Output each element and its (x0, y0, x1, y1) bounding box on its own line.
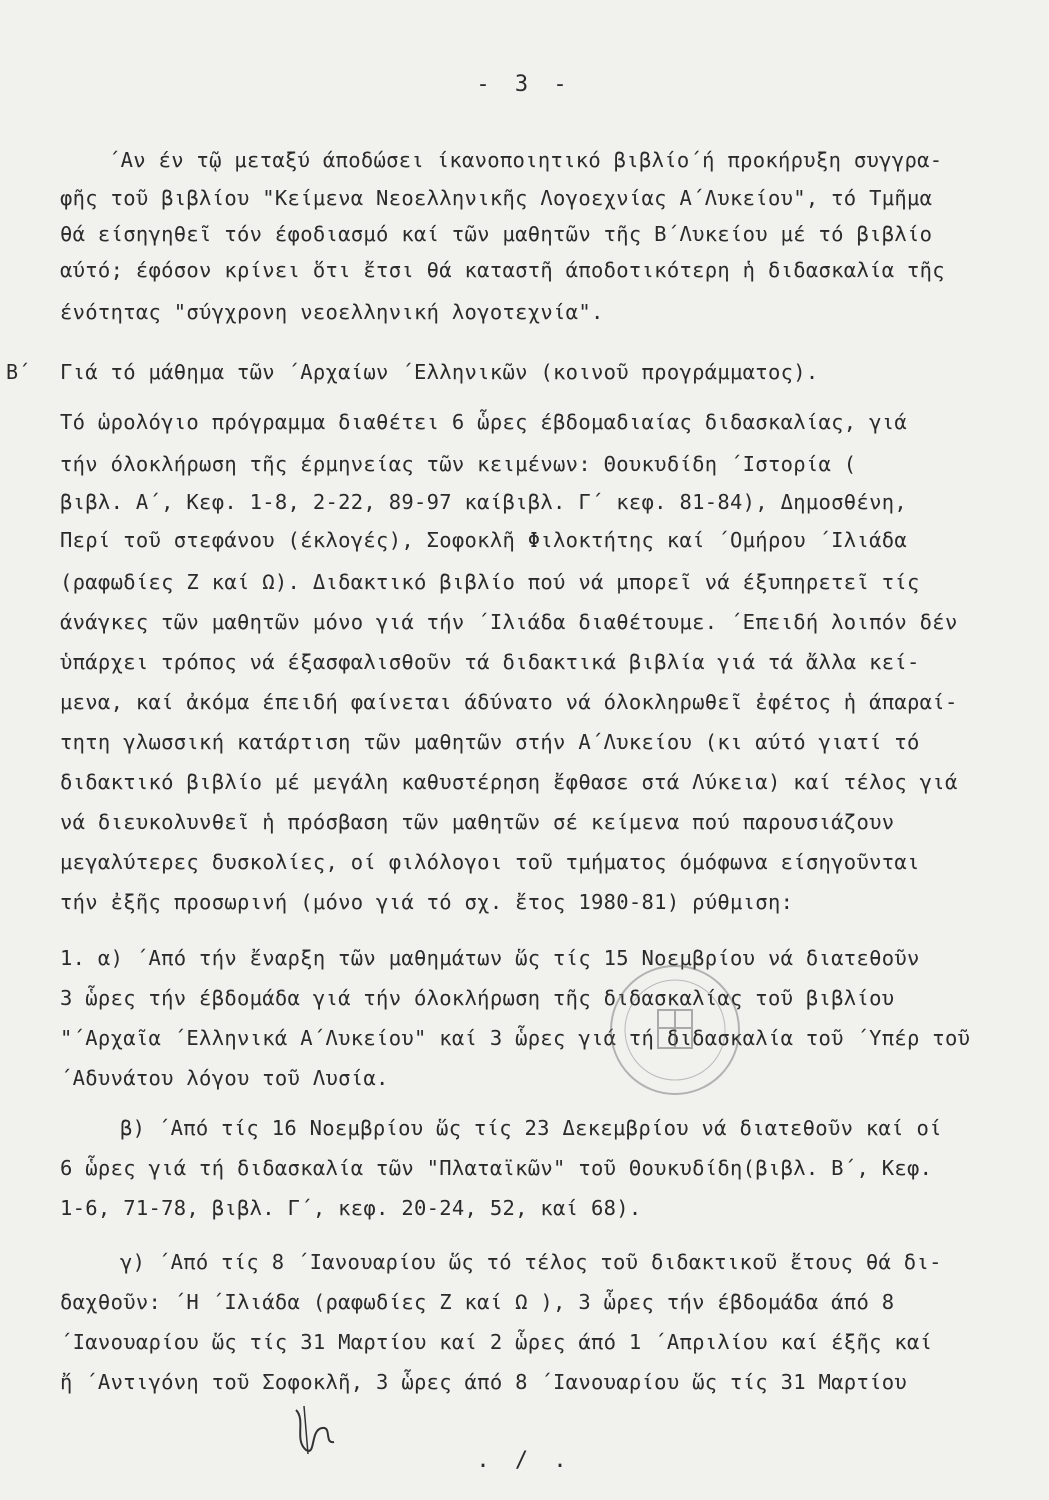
page-number: - 3 - (476, 72, 573, 97)
text-line: φῆς τοῦ βιβλίου "Κείμενα Νεοελληνικῆς Λογοεχνίας Α΄Λυκείου", τό Τμῆμα (60, 186, 933, 210)
text-line: θά είσηγηθεῖ τόν έφοδιασμό καί τῶν μαθητῶν τῆς Β΄Λυκείου μέ τό βιβλίο (60, 222, 933, 246)
text-line: τητη γλωσσική κατάρτιση τῶν μαθητῶν στήν Α΄Λυκείου (κι αύτό γιατί τό (60, 730, 920, 754)
text-line: 3 ὧρες τήν έβδομάδα γιά τήν όλοκλήρωση τῆς διδασκαλίας τοῦ βιβλίου (60, 986, 895, 1010)
text-line: ἤ ΄Αντιγόνη τοῦ Σοφοκλῆ, 3 ὧρες άπό 8 ΄Ιανουαρίου ὥς τίς 31 Μαρτίου (60, 1370, 908, 1394)
section-heading: Γιά τό μάθημα τῶν ΄Αρχαίων ΄Ελληνικῶν (κοινοῦ προγράμματος). (60, 360, 819, 384)
text-line: διδακτικό βιβλίο μέ μεγάλη καθυστέρηση ἔφθασε στά Λύκεια) καί τέλος γιά (60, 770, 958, 794)
text-line: δαχθοῦν: ΄Η ΄Ιλιάδα (ραφωδίες Ζ καί Ω ), 3 ὧρες τήν έβδομάδα άπό 8 (60, 1290, 895, 1314)
text-line: νά διευκολυνθεῖ ἡ πρόσβαση τῶν μαθητῶν σέ κείμενα πού παρουσιάζουν (60, 810, 895, 834)
text-line: άνάγκες τῶν μαθητῶν μόνο γιά τήν ΄Ιλιάδα διαθέτουμε. ΄Επειδή λοιπόν δέν (60, 610, 958, 634)
section-margin-label: Β΄ (6, 360, 31, 384)
text-line: 6 ὧρες γιά τή διδασκαλία τῶν "Πλαταϊκῶν" τοῦ Θουκυδίδη(βιβλ. Β΄, Κεφ. (60, 1156, 933, 1180)
official-stamp-icon (590, 960, 760, 1100)
text-line: βιβλ. Α΄, Κεφ. 1-8, 2-22, 89-97 καίβιβλ. Γ΄ κεφ. 81-84), Δημοσθένη, (60, 490, 908, 514)
text-line: "΄Αρχαῖα ΄Ελληνικά Α΄Λυκείου" καί 3 ὧρες γιά τή διδασκαλία τοῦ ΄Υπέρ τοῦ (60, 1026, 971, 1050)
text-line: ένότητας "σύγχρονη νεοελληνική λογοτεχνία". (60, 300, 604, 324)
text-line: 1-6, 71-78, βιβλ. Γ΄, κεφ. 20-24, 52, καί 68). (60, 1196, 642, 1220)
text-line: μεγαλύτερες δυσκολίες, οί φιλόλογοι τοῦ τμήματος όμόφωνα είσηγοῦνται (60, 850, 920, 874)
text-line: μενα, καί ἀκόμα έπειδή φαίνεται άδύνατο νά όλοκληρωθεῖ ἐφέτος ἡ άπαραί- (60, 690, 958, 714)
text-line: Τό ὡρολόγιο πρόγραμμα διαθέτει 6 ὧρες έβδομαδιαίας διδασκαλίας, γιά (60, 410, 908, 434)
text-line: Περί τοῦ στεφάνου (έκλογές), Σοφοκλῆ Φιλοκτήτης καί ΄Ομήρου ΄Ιλιάδα (60, 528, 908, 552)
text-line: γ) ΄Από τίς 8 ΄Ιανουαρίου ὥς τό τέλος τοῦ διδακτικοῦ ἔτους θά δι- (120, 1250, 942, 1274)
text-line: ΄Ιανουαρίου ὥς τίς 31 Μαρτίου καί 2 ὧρες άπό 1 ΄Απριλίου καί έξῆς καί (60, 1330, 933, 1354)
text-line: τήν όλοκλήρωση τῆς έρμηνείας τῶν κειμένων: Θουκυδίδη ΄Ιστορία ( (60, 452, 857, 476)
text-line: ΄Αδυνάτου λόγου τοῦ Λυσία. (60, 1066, 389, 1090)
text-line: ὑπάρχει τρόπος νά έξασφαλισθοῦν τά διδακτικά βιβλία γιά τά ἄλλα κεί- (60, 650, 920, 674)
text-line: 1. α) ΄Από τήν ἔναρξη τῶν μαθημάτων ὥς τίς 15 Νοεμβρίου νά διατεθοῦν (60, 946, 920, 970)
continuation-mark: . / . (476, 1448, 573, 1473)
text-line: αύτό; έφόσον κρίνει ὅτι ἔτσι θά καταστῆ άποδοτικότερη ἡ διδασκαλία τῆς (60, 258, 945, 282)
text-line: τήν ἐξῆς προσωρινή (μόνο γιά τό σχ. ἔτος 1980-81) ρύθμιση: (60, 890, 794, 914)
text-line: β) ΄Από τίς 16 Νοεμβρίου ὥς τίς 23 Δεκεμβρίου νά διατεθοῦν καί οί (120, 1116, 942, 1140)
text-line: (ραφωδίες Ζ καί Ω). Διδακτικό βιβλίο πού νά μπορεῖ νά έξυπηρετεῖ τίς (60, 570, 920, 594)
text-line: ΄Αν έν τῷ μεταξύ άποδώσει ίκανοποιητικό βιβλίο΄ή προκήρυξη συγγρα- (108, 148, 943, 172)
